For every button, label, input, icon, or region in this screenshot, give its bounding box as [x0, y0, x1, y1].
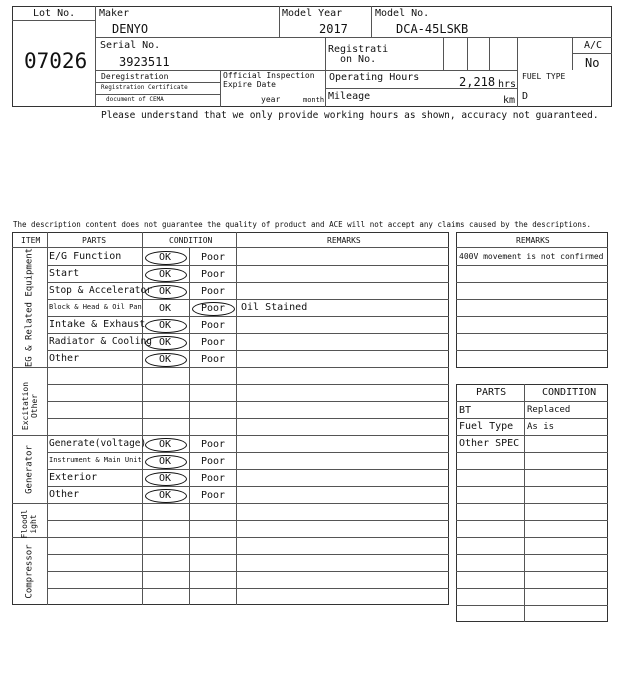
year-label: year — [261, 95, 281, 104]
condition-poor: Poor — [200, 456, 226, 467]
fuel-type-label: FUEL TYPE — [522, 72, 566, 81]
condition-ok: OK — [158, 439, 172, 450]
ok-selected-mark — [145, 251, 187, 265]
condition-poor: Poor — [200, 252, 226, 263]
remarks-first: 400V movement is not confirmed — [459, 252, 604, 261]
model-year-label: Model Year — [282, 8, 343, 19]
condition-poor: Poor — [200, 320, 226, 331]
ok-selected-mark — [145, 319, 187, 333]
part-label: Other — [49, 353, 80, 364]
condition-bt: Replaced — [527, 405, 571, 415]
deregistration-label: Deregistration — [101, 72, 169, 81]
registration-label-2: on No. — [340, 54, 377, 65]
condition-ok: OK — [158, 456, 172, 467]
ok-selected-mark — [145, 268, 187, 282]
registration-label-1: Registrati — [328, 44, 389, 55]
remark-oil-stained: Oil Stained — [241, 302, 308, 313]
maker-label: Maker — [99, 8, 130, 19]
condition-ok: OK — [158, 473, 172, 484]
month-label: month — [303, 96, 325, 104]
ok-selected-mark — [145, 285, 187, 299]
condition-ok: OK — [158, 252, 172, 263]
condition-ok: OK — [158, 286, 172, 297]
condition-ok: OK — [158, 303, 172, 314]
parts-header: PARTS — [476, 387, 507, 398]
hrs-unit: hrs — [498, 79, 517, 90]
part-fuel-type: Fuel Type — [459, 421, 514, 432]
km-unit: km — [503, 95, 516, 106]
part-label: Exterior — [49, 472, 98, 483]
condition-ok: OK — [158, 490, 172, 501]
description-disclaimer: The description content does not guarantee the quality of product and ACE will not accept any claims caused by the descriptions. — [13, 220, 591, 229]
part-label: Other — [49, 489, 80, 500]
ok-selected-mark — [145, 438, 187, 452]
section-excitation: Excitation Other — [21, 381, 39, 431]
ok-selected-mark — [145, 472, 187, 486]
lot-label: Lot No. — [33, 8, 76, 19]
section-compressor: Compressor — [24, 544, 35, 599]
condition-ok: OK — [158, 354, 172, 365]
col-condition: CONDITION — [169, 236, 213, 245]
serial-value: 3923511 — [119, 55, 170, 69]
condition-poor: Poor — [200, 337, 226, 348]
ok-selected-mark — [145, 353, 187, 367]
serial-label: Serial No. — [100, 40, 161, 51]
part-label: Radiator & Cooling — [49, 336, 152, 347]
col-item: ITEM — [21, 236, 41, 245]
condition-poor: Poor — [200, 473, 226, 484]
lot-number: 07026 — [24, 49, 88, 73]
section-generator: Generator — [24, 445, 35, 494]
part-label: E/G Function — [49, 251, 122, 262]
ok-selected-mark — [145, 489, 187, 503]
condition-ok: OK — [158, 320, 172, 331]
condition-ok: OK — [158, 269, 172, 280]
mileage-label: Mileage — [328, 91, 371, 102]
part-other-spec: Other SPEC — [459, 438, 520, 449]
poor-selected-mark — [192, 302, 235, 316]
model-no-value: DCA-45LSKB — [396, 22, 469, 36]
condition-poor: Poor — [200, 490, 226, 501]
ok-selected-mark — [145, 455, 187, 469]
maker-value: DENYO — [112, 22, 149, 36]
inspection-label-1: Official Inspection — [223, 71, 315, 80]
part-label: Start — [49, 268, 80, 279]
part-bt: BT — [459, 405, 472, 416]
model-no-label: Model No. — [375, 8, 430, 19]
ac-label: A/C — [584, 40, 603, 51]
condition-poor: Poor — [200, 269, 226, 280]
part-label: Generate(voltage) — [49, 438, 147, 449]
operating-hours-value: 2,218 — [459, 75, 496, 89]
condition-fuel-type: As is — [527, 422, 555, 432]
part-label: Intake & Exhaust — [49, 319, 146, 330]
condition-header: CONDITION — [542, 387, 597, 398]
ac-value: No — [585, 56, 600, 70]
ok-selected-mark — [145, 336, 187, 350]
part-label: Stop & Accelerator — [49, 285, 152, 296]
model-year-value: 2017 — [319, 22, 348, 36]
cema-label: document of CEMA — [106, 96, 164, 103]
hours-disclaimer: Please understand that we only provide working hours as shown, accuracy not guaranteed. — [101, 110, 599, 121]
part-label: Instrument & Main Unit — [49, 456, 142, 464]
registration-cert-label: Registration Certificate — [101, 84, 188, 91]
inspection-label-2: Expire Date — [223, 80, 276, 89]
section-eg: EG & Related Equipment — [24, 247, 35, 368]
condition-poor: Poor — [200, 354, 226, 365]
remarks-header: REMARKS — [516, 236, 550, 245]
col-remarks: REMARKS — [327, 236, 361, 245]
condition-ok: OK — [158, 337, 172, 348]
condition-poor: Poor — [200, 286, 226, 297]
operating-hours-label: Operating Hours — [329, 72, 420, 83]
section-floodlight: Floodl ight — [20, 509, 38, 539]
part-label: Block & Head & Oil Pan — [49, 303, 142, 311]
condition-poor: Poor — [200, 303, 226, 314]
col-parts: PARTS — [82, 236, 107, 245]
fuel-type-value: D — [522, 91, 529, 102]
condition-poor: Poor — [200, 439, 226, 450]
